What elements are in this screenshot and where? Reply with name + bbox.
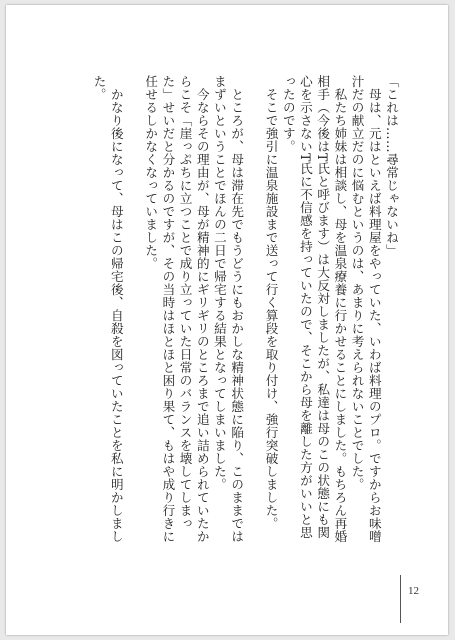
paragraph-gap: [125, 75, 142, 545]
paragraph: 「これは……尋常じゃないね」: [384, 75, 399, 257]
book-page: [6, 5, 448, 635]
paragraph: ところが、母は滞在先でもうどうにもおかしな精神状態に陥り、このままではまずいということでほんの二日で帰宅する結果となってしまいました。: [211, 75, 245, 543]
paragraph-gap: [245, 75, 262, 545]
paragraph: 私たち姉妹は相談し、母を温泉療養に行かせることにしました。もちろん再婚相手（今後はT氏と呼びます）は大反対しましたが、私達は母のこの状態にも関心を示さないT氏に不信感を持っていたので、そこから母を離した方がいいと思ったのです。: [280, 75, 348, 543]
vertical-text-body: [70, 75, 400, 545]
paragraph: かなり後になって、母はこの帰宅後、自殺を図っていたことを私に明かしました。: [91, 75, 124, 543]
page-number: 12: [408, 585, 419, 597]
paragraph: 母は、元はといえば料理屋をやっていた、いわば料理のプロ。ですからお味噌汁だの献立だのに悩むというのは、あまりに考えられないことでした。: [349, 75, 382, 543]
footer-divider: [400, 575, 401, 623]
paragraph: 今ならその理由が、母が精神的にギリギリのところまで追い詰められていたからこそ「崖っぷちに立つことで成り立っていた日常のバランスを壊してしまった」せいだと分かるのですが、その当時はほとほと困り果て、もはや成り行きに任せるしかなくなっていました。: [143, 75, 210, 543]
paragraph: そこで強引に温泉施設まで送って行く算段を取り付け、強行突破しました。: [263, 87, 279, 530]
